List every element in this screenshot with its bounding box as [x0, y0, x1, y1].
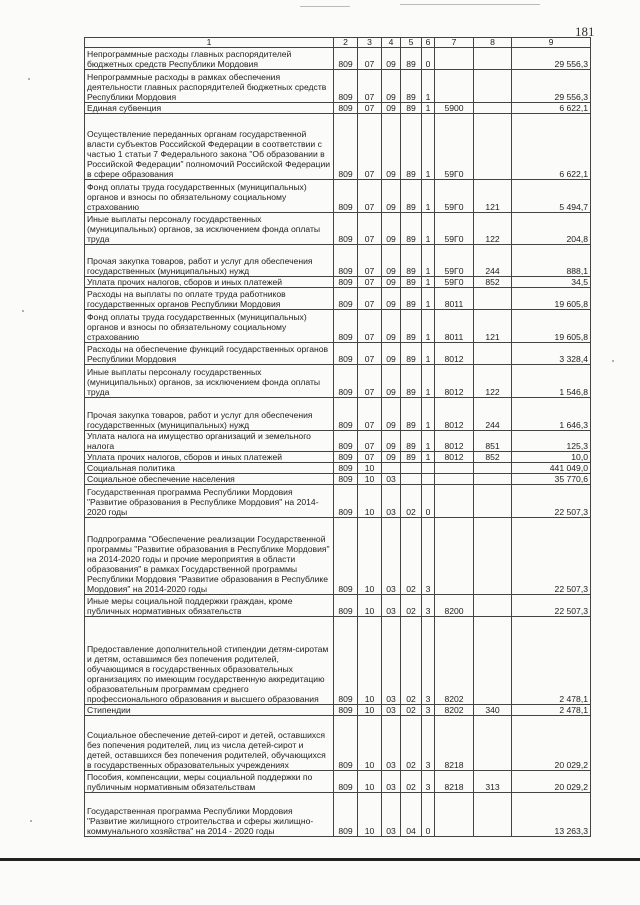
program-code: 89 — [401, 365, 422, 398]
row-description: Расходы на обеспечение функций государственных органов Республики Мордовия — [85, 343, 334, 365]
admin-code: 809 — [334, 617, 358, 705]
scan-bottom-edge — [0, 858, 640, 861]
section-code: 10 — [358, 617, 382, 705]
amount: 6 622,1 — [512, 103, 591, 114]
scan-margin-dot — [28, 78, 30, 80]
program-code: 02 — [401, 771, 422, 793]
admin-code: 809 — [334, 48, 358, 70]
amount: 3 328,4 — [512, 343, 591, 365]
amount: 13 263,3 — [512, 793, 591, 837]
row-description: Фонд оплаты труда государственных (муниципальных) органов и взносы по обязательному социальному страхованию — [85, 180, 334, 213]
expense-type-code — [474, 518, 512, 595]
target-code — [435, 463, 474, 474]
subsection-code: 09 — [382, 213, 401, 245]
subprogram-code: 1 — [422, 452, 435, 463]
program-code: 02 — [401, 705, 422, 716]
section-code: 07 — [358, 103, 382, 114]
column-header: 7 — [435, 38, 474, 48]
target-code: 59Г0 — [435, 213, 474, 245]
row-description: Социальное обеспечение населения — [85, 474, 334, 485]
expense-type-code — [474, 48, 512, 70]
expense-type-code: 244 — [474, 398, 512, 431]
admin-code: 809 — [334, 452, 358, 463]
section-code: 07 — [358, 48, 382, 70]
table-row — [85, 310, 591, 343]
subprogram-code: 0 — [422, 793, 435, 837]
section-code: 07 — [358, 398, 382, 431]
program-code: 89 — [401, 343, 422, 365]
table-row — [85, 431, 591, 452]
subsection-code: 09 — [382, 343, 401, 365]
amount: 19 605,8 — [512, 288, 591, 310]
section-code: 10 — [358, 518, 382, 595]
target-code: 59Г0 — [435, 114, 474, 180]
program-code: 89 — [401, 452, 422, 463]
target-code — [435, 474, 474, 485]
section-code: 10 — [358, 705, 382, 716]
admin-code: 809 — [334, 474, 358, 485]
section-code: 07 — [358, 431, 382, 452]
program-code: 89 — [401, 277, 422, 288]
section-code: 07 — [358, 213, 382, 245]
target-code: 8202 — [435, 617, 474, 705]
column-header: 4 — [382, 38, 401, 48]
subsection-code: 09 — [382, 114, 401, 180]
amount: 204,8 — [512, 213, 591, 245]
expense-type-code — [474, 288, 512, 310]
target-code — [435, 485, 474, 518]
target-code: 8202 — [435, 705, 474, 716]
row-description: Уплата налога на имущество организаций и земельного налога — [85, 431, 334, 452]
subsection-code: 09 — [382, 288, 401, 310]
table-row — [85, 474, 591, 485]
admin-code: 809 — [334, 70, 358, 103]
row-description: Единая субвенция — [85, 103, 334, 114]
subprogram-code: 1 — [422, 310, 435, 343]
section-code: 07 — [358, 343, 382, 365]
scan-margin-dot — [30, 820, 32, 822]
table-row — [85, 365, 591, 398]
row-description: Стипендии — [85, 705, 334, 716]
admin-code: 809 — [334, 114, 358, 180]
subsection-code: 09 — [382, 103, 401, 114]
expense-type-code: 122 — [474, 213, 512, 245]
table-header-row — [85, 38, 591, 48]
expense-type-code: 121 — [474, 180, 512, 213]
admin-code: 809 — [334, 213, 358, 245]
table-row — [85, 793, 591, 837]
subsection-code: 09 — [382, 70, 401, 103]
subprogram-code — [422, 474, 435, 485]
table-row — [85, 48, 591, 70]
row-description: Непрограммные расходы в рамках обеспечения деятельности главных распорядителей бюджетных средств Республики Мордовия — [85, 70, 334, 103]
admin-code: 809 — [334, 103, 358, 114]
target-code: 5900 — [435, 103, 474, 114]
table-row — [85, 485, 591, 518]
amount: 29 556,3 — [512, 70, 591, 103]
admin-code: 809 — [334, 310, 358, 343]
section-code: 07 — [358, 365, 382, 398]
expense-type-code: 340 — [474, 705, 512, 716]
table-row — [85, 452, 591, 463]
amount: 22 507,3 — [512, 485, 591, 518]
column-header: 9 — [512, 38, 591, 48]
row-description: Подпрограмма "Обеспечение реализации Государственной программы "Развитие образования в Республике Мордовия" на 2014-2020 годы и прочие мероприятия в области образования" в рамках Государственной программы Республики Мордовия "Развитие образования в Республике Мордовия" на 2014-2020 годы — [85, 518, 334, 595]
table-row — [85, 463, 591, 474]
admin-code: 809 — [334, 180, 358, 213]
target-code: 8218 — [435, 771, 474, 793]
column-header: 1 — [85, 38, 334, 48]
expense-type-code — [474, 343, 512, 365]
subprogram-code: 0 — [422, 48, 435, 70]
program-code: 02 — [401, 485, 422, 518]
program-code: 89 — [401, 180, 422, 213]
table-row — [85, 343, 591, 365]
subsection-code: 09 — [382, 310, 401, 343]
admin-code: 809 — [334, 463, 358, 474]
table-row — [85, 245, 591, 277]
target-code: 59Г0 — [435, 277, 474, 288]
section-code: 10 — [358, 793, 382, 837]
table-row — [85, 705, 591, 716]
admin-code: 809 — [334, 595, 358, 617]
section-code: 07 — [358, 180, 382, 213]
subsection-code: 09 — [382, 245, 401, 277]
row-description: Социальное обеспечение детей-сирот и детей, оставшихся без попечения родителей, лиц из числа детей-сирот и детей, оставшихся без попечения родителей, обучающихся в государственных образовательных учреждениях — [85, 716, 334, 771]
program-code: 04 — [401, 793, 422, 837]
target-code: 59Г0 — [435, 180, 474, 213]
amount: 1 646,3 — [512, 398, 591, 431]
subprogram-code: 0 — [422, 485, 435, 518]
row-description: Иные выплаты персоналу государственных (муниципальных) органов, за исключением фонда оплаты труда — [85, 213, 334, 245]
expense-type-code — [474, 474, 512, 485]
amount: 2 478,1 — [512, 617, 591, 705]
subprogram-code: 3 — [422, 705, 435, 716]
program-code — [401, 463, 422, 474]
subprogram-code: 3 — [422, 617, 435, 705]
row-description: Иные выплаты персоналу государственных (муниципальных) органов, за исключением фонда оплаты труда — [85, 365, 334, 398]
row-description: Уплата прочих налогов, сборов и иных платежей — [85, 452, 334, 463]
table-row — [85, 518, 591, 595]
admin-code: 809 — [334, 343, 358, 365]
subprogram-code: 1 — [422, 103, 435, 114]
program-code: 89 — [401, 48, 422, 70]
row-description: Государственная программа Республики Мордовия "Развитие жилищного строительства и сферы жилищно-коммунального хозяйства" на 2014 - 2020 годы — [85, 793, 334, 837]
table-row — [85, 114, 591, 180]
program-code: 89 — [401, 245, 422, 277]
admin-code: 809 — [334, 705, 358, 716]
program-code: 02 — [401, 518, 422, 595]
amount: 22 507,3 — [512, 518, 591, 595]
row-description: Непрограммные расходы главных распорядителей бюджетных средств Республики Мордовия — [85, 48, 334, 70]
program-code: 89 — [401, 103, 422, 114]
expense-type-code: 851 — [474, 431, 512, 452]
table-body — [85, 48, 591, 837]
row-description: Уплата прочих налогов, сборов и иных платежей — [85, 277, 334, 288]
section-code: 07 — [358, 277, 382, 288]
target-code: 8012 — [435, 398, 474, 431]
table-row — [85, 617, 591, 705]
subprogram-code: 3 — [422, 518, 435, 595]
table-row — [85, 288, 591, 310]
admin-code: 809 — [334, 716, 358, 771]
section-code: 07 — [358, 288, 382, 310]
subsection-code: 09 — [382, 398, 401, 431]
subsection-code — [382, 463, 401, 474]
column-header: 5 — [401, 38, 422, 48]
expense-type-code: 313 — [474, 771, 512, 793]
amount: 19 605,8 — [512, 310, 591, 343]
program-code: 89 — [401, 288, 422, 310]
target-code — [435, 518, 474, 595]
table-row — [85, 180, 591, 213]
budget-table — [84, 37, 591, 837]
row-description: Предоставление дополнительной стипендии детям-сиротам и детям, оставшимся без попечения родителей, обучающимся в государственных образовательных организациях по имеющим государственную аккредитацию образовательным программам среднего профессионального образования и высшего образования — [85, 617, 334, 705]
subprogram-code: 1 — [422, 343, 435, 365]
amount: 2 478,1 — [512, 705, 591, 716]
target-code: 8012 — [435, 343, 474, 365]
target-code: 8012 — [435, 365, 474, 398]
column-header: 3 — [358, 38, 382, 48]
subprogram-code: 1 — [422, 431, 435, 452]
expense-type-code: 244 — [474, 245, 512, 277]
subprogram-code: 1 — [422, 398, 435, 431]
page-number: 181 — [575, 24, 595, 39]
program-code — [401, 474, 422, 485]
section-code: 10 — [358, 485, 382, 518]
subsection-code: 03 — [382, 793, 401, 837]
expense-type-code: 852 — [474, 452, 512, 463]
amount: 888,1 — [512, 245, 591, 277]
subprogram-code: 1 — [422, 213, 435, 245]
amount: 20 029,2 — [512, 716, 591, 771]
scan-top-mark — [300, 6, 350, 7]
subprogram-code: 3 — [422, 595, 435, 617]
program-code: 89 — [401, 114, 422, 180]
amount: 125,3 — [512, 431, 591, 452]
row-description: Иные меры социальной поддержки граждан, кроме публичных нормативных обязательств — [85, 595, 334, 617]
amount: 6 622,1 — [512, 114, 591, 180]
amount: 22 507,3 — [512, 595, 591, 617]
table-row — [85, 771, 591, 793]
table-row — [85, 716, 591, 771]
expense-type-code — [474, 103, 512, 114]
scan-top-mark — [400, 4, 540, 5]
row-description: Прочая закупка товаров, работ и услуг для обеспечения государственных (муниципальных) нужд — [85, 245, 334, 277]
subprogram-code: 1 — [422, 277, 435, 288]
row-description: Осуществление переданных органам государственной власти субъектов Российской Федерации в соответствии с частью 1 статьи 7 Федерального закона "Об образовании в Российской Федерации" полномочий Российской Федерации в сфере образования — [85, 114, 334, 180]
target-code: 8012 — [435, 431, 474, 452]
scan-margin-dot — [612, 360, 614, 362]
column-header: 8 — [474, 38, 512, 48]
program-code: 89 — [401, 213, 422, 245]
expense-type-code — [474, 70, 512, 103]
subprogram-code: 1 — [422, 70, 435, 103]
table-row — [85, 103, 591, 114]
admin-code: 809 — [334, 277, 358, 288]
subsection-code: 09 — [382, 180, 401, 213]
subprogram-code: 3 — [422, 716, 435, 771]
table-row — [85, 70, 591, 103]
section-code: 10 — [358, 771, 382, 793]
section-code: 07 — [358, 452, 382, 463]
amount: 35 770,6 — [512, 474, 591, 485]
expense-type-code: 122 — [474, 365, 512, 398]
subprogram-code: 1 — [422, 180, 435, 213]
target-code: 8011 — [435, 310, 474, 343]
subprogram-code: 1 — [422, 288, 435, 310]
subprogram-code — [422, 463, 435, 474]
amount: 10,0 — [512, 452, 591, 463]
row-description: Пособия, компенсации, меры социальной поддержки по публичным нормативным обязательствам — [85, 771, 334, 793]
section-code: 10 — [358, 463, 382, 474]
admin-code: 809 — [334, 398, 358, 431]
expense-type-code: 852 — [474, 277, 512, 288]
table-row — [85, 277, 591, 288]
scan-margin-dot — [22, 310, 24, 312]
amount: 20 029,2 — [512, 771, 591, 793]
row-description: Прочая закупка товаров, работ и услуг для обеспечения государственных (муниципальных) нужд — [85, 398, 334, 431]
section-code: 10 — [358, 474, 382, 485]
section-code: 07 — [358, 70, 382, 103]
subsection-code: 03 — [382, 595, 401, 617]
admin-code: 809 — [334, 771, 358, 793]
target-code — [435, 70, 474, 103]
amount: 1 546,8 — [512, 365, 591, 398]
admin-code: 809 — [334, 485, 358, 518]
program-code: 89 — [401, 398, 422, 431]
subsection-code: 03 — [382, 716, 401, 771]
program-code: 02 — [401, 617, 422, 705]
subsection-code: 03 — [382, 705, 401, 716]
table-row — [85, 398, 591, 431]
admin-code: 809 — [334, 431, 358, 452]
target-code: 8011 — [435, 288, 474, 310]
admin-code: 809 — [334, 365, 358, 398]
section-code: 10 — [358, 595, 382, 617]
expense-type-code — [474, 617, 512, 705]
subsection-code: 03 — [382, 485, 401, 518]
expense-type-code — [474, 793, 512, 837]
subsection-code: 09 — [382, 277, 401, 288]
section-code: 07 — [358, 245, 382, 277]
subsection-code: 09 — [382, 48, 401, 70]
expense-type-code — [474, 114, 512, 180]
amount: 34,5 — [512, 277, 591, 288]
target-code — [435, 793, 474, 837]
subprogram-code: 1 — [422, 114, 435, 180]
subsection-code: 09 — [382, 365, 401, 398]
subsection-code: 09 — [382, 431, 401, 452]
admin-code: 809 — [334, 793, 358, 837]
row-description: Расходы на выплаты по оплате труда работников государственных органов Республики Мордовия — [85, 288, 334, 310]
row-description: Государственная программа Республики Мордовия "Развитие образования в Республике Мордовия" на 2014-2020 годы — [85, 485, 334, 518]
expense-type-code — [474, 463, 512, 474]
section-code: 07 — [358, 114, 382, 180]
admin-code: 809 — [334, 518, 358, 595]
amount: 5 494,7 — [512, 180, 591, 213]
target-code: 59Г0 — [435, 245, 474, 277]
column-header: 2 — [334, 38, 358, 48]
subsection-code: 09 — [382, 452, 401, 463]
column-header: 6 — [422, 38, 435, 48]
expense-type-code — [474, 485, 512, 518]
section-code: 07 — [358, 310, 382, 343]
target-code: 8218 — [435, 716, 474, 771]
table-row — [85, 595, 591, 617]
subsection-code: 03 — [382, 771, 401, 793]
subprogram-code: 1 — [422, 245, 435, 277]
subprogram-code: 1 — [422, 365, 435, 398]
program-code: 89 — [401, 310, 422, 343]
expense-type-code — [474, 595, 512, 617]
amount: 29 556,3 — [512, 48, 591, 70]
subprogram-code: 3 — [422, 771, 435, 793]
subsection-code: 03 — [382, 518, 401, 595]
admin-code: 809 — [334, 288, 358, 310]
program-code: 02 — [401, 716, 422, 771]
admin-code: 809 — [334, 245, 358, 277]
row-description: Фонд оплаты труда государственных (муниципальных) органов и взносы по обязательному социальному страхованию — [85, 310, 334, 343]
target-code: 8200 — [435, 595, 474, 617]
program-code: 89 — [401, 70, 422, 103]
subsection-code: 03 — [382, 617, 401, 705]
amount: 441 049,0 — [512, 463, 591, 474]
target-code — [435, 48, 474, 70]
expense-type-code — [474, 716, 512, 771]
table-row — [85, 213, 591, 245]
row-description: Социальная политика — [85, 463, 334, 474]
subsection-code: 03 — [382, 474, 401, 485]
section-code: 10 — [358, 716, 382, 771]
program-code: 89 — [401, 431, 422, 452]
program-code: 02 — [401, 595, 422, 617]
target-code: 8012 — [435, 452, 474, 463]
expense-type-code: 121 — [474, 310, 512, 343]
